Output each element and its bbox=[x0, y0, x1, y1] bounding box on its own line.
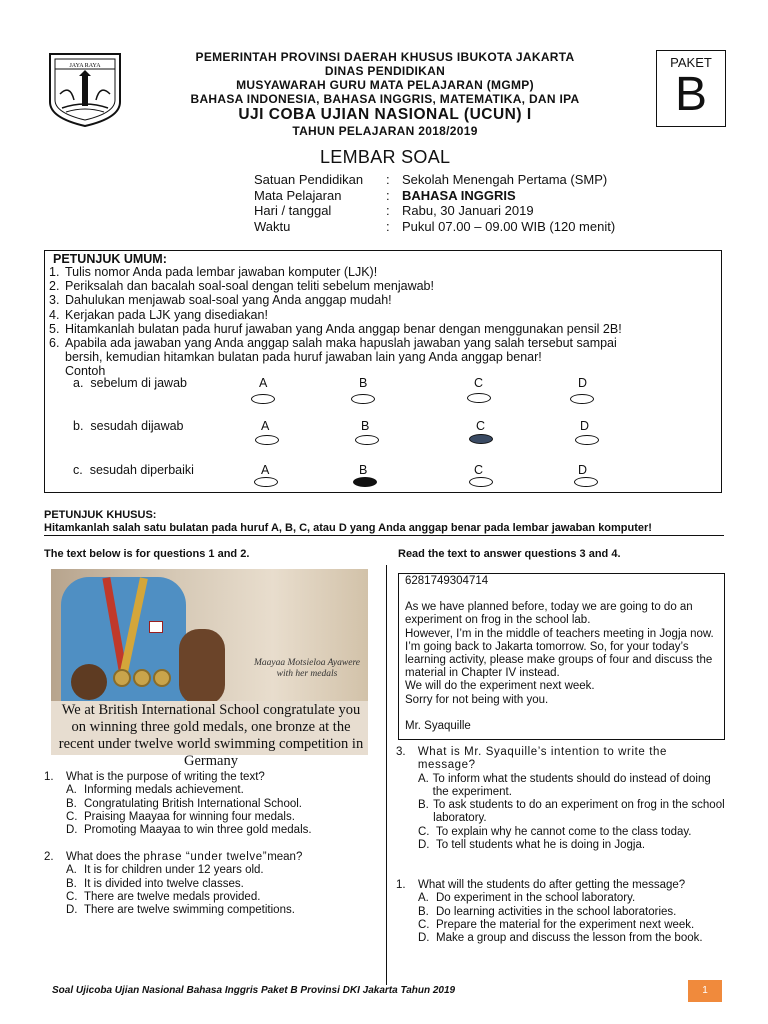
info-label: Waktu bbox=[254, 218, 291, 234]
academic-year: TAHUN PELAJARAN 2018/2019 bbox=[292, 124, 478, 138]
paket-box bbox=[656, 50, 726, 127]
option-letter: B. bbox=[66, 797, 77, 810]
info-row bbox=[254, 219, 615, 235]
option-text: It is divided into twelve classes. bbox=[84, 877, 244, 890]
exam-info bbox=[254, 172, 615, 234]
option-letter: C. bbox=[418, 825, 430, 838]
option bbox=[44, 878, 380, 891]
choice-letter: D bbox=[578, 376, 588, 390]
answer-bubble bbox=[570, 394, 594, 404]
poster-caption-line: Maayaa Motsieloa Ayawere bbox=[253, 658, 361, 668]
medal-icon bbox=[153, 669, 171, 687]
option-text: Make a group and discuss the lesson from the book. bbox=[436, 932, 703, 945]
question-text-part: What does the bbox=[66, 851, 144, 863]
option-letter: B. bbox=[418, 905, 429, 918]
info-label: Satuan Pendidikan bbox=[254, 172, 364, 187]
example-letter: c. bbox=[73, 463, 83, 477]
left-intro: The text below is for questions 1 and 2. bbox=[44, 548, 250, 560]
instruction-continuation: bersih, kemudian hitamkan bulatan pada huruf jawaban lain yang Anda anggap benar! bbox=[65, 350, 542, 365]
question-stem bbox=[44, 771, 380, 784]
exam-title: UJI COBA UJIAN NASIONAL (UCUN) I bbox=[238, 106, 532, 123]
option-letter: D. bbox=[418, 839, 430, 852]
option bbox=[396, 919, 726, 932]
option-text: To inform what the students should do instead of doing the experiment. bbox=[432, 772, 711, 798]
header-line-1: PEMERINTAH PROVINSI DAERAH KHUSUS IBUKOTA JAKARTA bbox=[195, 50, 575, 64]
example-row-c bbox=[73, 463, 194, 477]
medal-icon bbox=[133, 669, 151, 687]
question-text-part: phrase “under twelve” bbox=[143, 851, 268, 863]
choice-letter: A bbox=[259, 376, 268, 390]
instruction-number: 3. bbox=[49, 293, 60, 308]
poster-arm bbox=[179, 629, 225, 705]
crest-text: JAYA RAYA bbox=[69, 63, 101, 69]
answer-bubble bbox=[351, 394, 375, 404]
page-number: 1 bbox=[688, 980, 722, 1002]
paket-label: PAKET bbox=[670, 55, 712, 70]
option bbox=[396, 906, 726, 919]
question-number: 3. bbox=[396, 746, 406, 758]
example-text: sesudah dijawab bbox=[90, 419, 184, 433]
option-letter: D. bbox=[418, 932, 430, 945]
choice-letter: C bbox=[474, 376, 484, 390]
general-instructions-list bbox=[49, 265, 622, 379]
option-letter: B. bbox=[418, 799, 429, 812]
answer-bubble bbox=[254, 477, 278, 487]
question-4 bbox=[396, 879, 726, 945]
instruction-item bbox=[49, 265, 622, 279]
option bbox=[396, 839, 726, 852]
option-letter: C. bbox=[418, 918, 430, 931]
instruction-number: 4. bbox=[49, 307, 60, 322]
option-text: To tell students what he is doing in Jogja. bbox=[436, 839, 646, 852]
message-spacer bbox=[405, 707, 718, 720]
answer-bubble bbox=[255, 435, 279, 445]
message-paragraph: We will do the experiment next week. bbox=[405, 680, 595, 693]
info-row bbox=[254, 203, 615, 219]
option bbox=[44, 824, 380, 837]
choice-letter: D bbox=[580, 419, 590, 433]
info-colon: : bbox=[386, 172, 390, 187]
question-text-part: mean? bbox=[267, 851, 303, 863]
footer-text: Soal Ujicoba Ujian Nasional Bahasa Inggris Paket B Provinsi DKI Jakarta Tahun 2019 bbox=[52, 985, 456, 996]
question-number: 1. bbox=[396, 879, 406, 891]
header-line-3: MUSYAWARAH GURU MATA PELAJARAN (MGMP) bbox=[236, 78, 534, 92]
info-label: Hari / tanggal bbox=[254, 203, 332, 218]
answer-bubble bbox=[251, 394, 275, 404]
instruction-number: 2. bbox=[49, 279, 60, 294]
header-line-4: BAHASA INDONESIA, BAHASA INGGRIS, MATEMATIKA, DAN IPA bbox=[190, 92, 580, 106]
question-number: 1. bbox=[44, 771, 54, 783]
option bbox=[44, 811, 380, 824]
general-instructions-title: PETUNJUK UMUM: bbox=[53, 252, 167, 266]
instruction-text: Hitamkanlah bulatan pada huruf jawaban yang Anda anggap benar dengan menggunakan pensil 2B! bbox=[65, 321, 622, 336]
sheet-title: LEMBAR SOAL bbox=[320, 147, 451, 167]
example-text: sesudah diperbaiki bbox=[89, 463, 194, 477]
choice-letter: A bbox=[261, 419, 270, 433]
question-1 bbox=[44, 771, 380, 837]
option bbox=[44, 904, 380, 917]
option-letter: A. bbox=[66, 784, 77, 797]
example-letter: b. bbox=[73, 419, 84, 433]
info-row bbox=[254, 172, 615, 188]
choice-letter: D bbox=[578, 463, 588, 477]
question-text bbox=[418, 746, 726, 773]
answer-bubble bbox=[467, 393, 491, 403]
info-value: Sekolah Menengah Pertama (SMP) bbox=[402, 172, 608, 187]
instruction-item bbox=[49, 336, 622, 350]
answer-bubble bbox=[469, 477, 493, 487]
info-value: Rabu, 30 Januari 2019 bbox=[402, 203, 534, 218]
option-text: There are twelve medals provided. bbox=[84, 890, 261, 903]
question-text: What is the purpose of writing the text? bbox=[66, 771, 265, 783]
instruction-item bbox=[49, 293, 622, 307]
poster-caption-line: with her medals bbox=[276, 669, 338, 679]
question-3 bbox=[396, 746, 726, 852]
instruction-text: Dahulukan menjawab soal-soal yang Anda anggap mudah! bbox=[65, 293, 392, 308]
specific-instructions-text: Hitamkanlah salah satu bulatan pada huruf A, B, C, atau D yang Anda anggap benar pada lembar jawaban komputer! bbox=[44, 522, 724, 536]
poster-hand bbox=[71, 664, 107, 700]
question-2 bbox=[44, 851, 380, 917]
option-text: Prepare the material for the experiment next week. bbox=[436, 918, 695, 931]
example-letter: a. bbox=[73, 376, 84, 390]
message-box bbox=[398, 573, 725, 740]
info-row bbox=[254, 188, 615, 204]
option bbox=[44, 784, 380, 797]
option-letter: A. bbox=[418, 772, 429, 785]
instruction-item bbox=[49, 279, 622, 293]
option-text: Congratulating British International School. bbox=[84, 797, 302, 810]
option-text: Informing medals achievement. bbox=[84, 784, 244, 797]
example-text: sebelum di jawab bbox=[90, 376, 187, 390]
option-letter: D. bbox=[66, 824, 78, 837]
option-text: Do learning activities in the school laboratories. bbox=[436, 905, 677, 918]
choice-letter: B bbox=[361, 419, 370, 433]
message-phone: 6281749304714 bbox=[405, 575, 489, 587]
instruction-item bbox=[49, 322, 622, 336]
option bbox=[396, 773, 726, 800]
header-line-2: DINAS PENDIDIKAN bbox=[324, 64, 446, 78]
question-stem bbox=[44, 851, 380, 864]
instruction-number: 1. bbox=[49, 265, 60, 279]
paket-letter: B bbox=[674, 68, 707, 121]
option-letter: A. bbox=[418, 892, 429, 905]
message-paragraph: As we have planned before, today we are going to do an experiment on frog in the school lab. bbox=[405, 601, 693, 627]
poster-message: We at British International School congratulate you on winning three gold medals, one bronze at the recent under twelve world swimming competition in Germany bbox=[58, 702, 364, 769]
instruction-number: 5. bbox=[49, 321, 60, 336]
instruction-text: Apabila ada jawaban yang Anda anggap salah maka hapuslah jawaban yang salah tersebut sampai bbox=[65, 336, 617, 351]
option-letter: C. bbox=[66, 810, 78, 823]
option-text: Promoting Maayaa to win three gold medals. bbox=[84, 824, 312, 837]
answer-bubble bbox=[355, 435, 379, 445]
option-text: There are twelve swimming competitions. bbox=[84, 904, 295, 917]
example-row-b bbox=[73, 419, 184, 433]
choice-letter: B bbox=[359, 376, 368, 390]
message-signature: Mr. Syaquille bbox=[405, 719, 471, 732]
option bbox=[44, 891, 380, 904]
choice-letter: A bbox=[261, 463, 270, 477]
info-value: Pukul 07.00 – 09.00 WIB (120 menit) bbox=[402, 218, 616, 234]
option-text: To ask students to do an experiment on frog in the school laboratory. bbox=[433, 799, 725, 825]
answer-bubble bbox=[575, 435, 599, 445]
option bbox=[396, 826, 726, 839]
option-letter: B. bbox=[66, 877, 77, 890]
instruction-text: Tulis nomor Anda pada lembar jawaban komputer (LJK)! bbox=[65, 265, 378, 279]
example-row-a bbox=[73, 376, 187, 390]
question-stem bbox=[396, 746, 726, 773]
option-letter: A. bbox=[66, 864, 77, 877]
congratulation-poster bbox=[51, 569, 368, 769]
general-instructions-box bbox=[44, 250, 722, 493]
option bbox=[396, 932, 726, 945]
choice-letter: C bbox=[474, 463, 484, 477]
question-number: 2. bbox=[44, 851, 54, 863]
answer-bubble-filled bbox=[353, 477, 377, 487]
instruction-text: Periksalah dan bacalah soal-soal dengan teliti sebelum menjawab! bbox=[65, 279, 434, 294]
question-text: What will the students do after getting the message? bbox=[418, 879, 686, 891]
message-paragraph: However, I’m in the middle of teachers meeting in Jogja now. I’m going back to Jakarta tomorrow. So, for your today’s learning activity, please make groups of four and discuss the material in Chapter IV instead. bbox=[405, 627, 714, 680]
instruction-number: 6. bbox=[49, 336, 60, 351]
info-value: BAHASA INGGRIS bbox=[402, 187, 516, 203]
info-colon: : bbox=[386, 218, 390, 234]
choice-letter: C bbox=[476, 419, 486, 433]
right-intro: Read the text to answer questions 3 and 4. bbox=[398, 548, 621, 560]
question-text bbox=[66, 851, 302, 864]
option-text: Praising Maayaa for winning four medals. bbox=[84, 810, 295, 823]
option bbox=[44, 798, 380, 811]
info-colon: : bbox=[386, 187, 390, 203]
header-text bbox=[130, 50, 640, 138]
option-letter: C. bbox=[66, 890, 78, 903]
specific-instructions-title: PETUNJUK KHUSUS: bbox=[44, 509, 157, 521]
example-label: Contoh bbox=[65, 364, 106, 379]
medal-icon bbox=[113, 669, 131, 687]
option bbox=[396, 799, 726, 826]
answer-bubble bbox=[574, 477, 598, 487]
message-paragraph: Sorry for not being with you. bbox=[405, 693, 549, 706]
answer-bubble-filled bbox=[469, 434, 493, 444]
column-divider bbox=[386, 565, 387, 985]
info-label: Mata Pelajaran bbox=[254, 187, 342, 203]
question-text-part: What is Mr. Syaquille’s intention to write the message? bbox=[417, 746, 667, 772]
option-text: It is for children under 12 years old. bbox=[84, 864, 264, 877]
instruction-text: Kerjakan pada LJK yang disediakan! bbox=[65, 307, 268, 322]
option bbox=[396, 892, 726, 905]
option bbox=[44, 864, 380, 877]
school-badge bbox=[149, 621, 163, 633]
instruction-item bbox=[49, 308, 622, 322]
poster-caption bbox=[247, 658, 367, 680]
message-spacer bbox=[405, 588, 718, 601]
jakarta-crest-icon bbox=[46, 50, 124, 128]
option-text: Do experiment in the school laboratory. bbox=[436, 892, 636, 905]
option-text: To explain why he cannot come to the class today. bbox=[436, 825, 692, 838]
option-letter: D. bbox=[66, 904, 78, 917]
choice-letter: B bbox=[359, 463, 368, 477]
info-colon: : bbox=[386, 203, 390, 218]
question-stem bbox=[396, 879, 726, 892]
